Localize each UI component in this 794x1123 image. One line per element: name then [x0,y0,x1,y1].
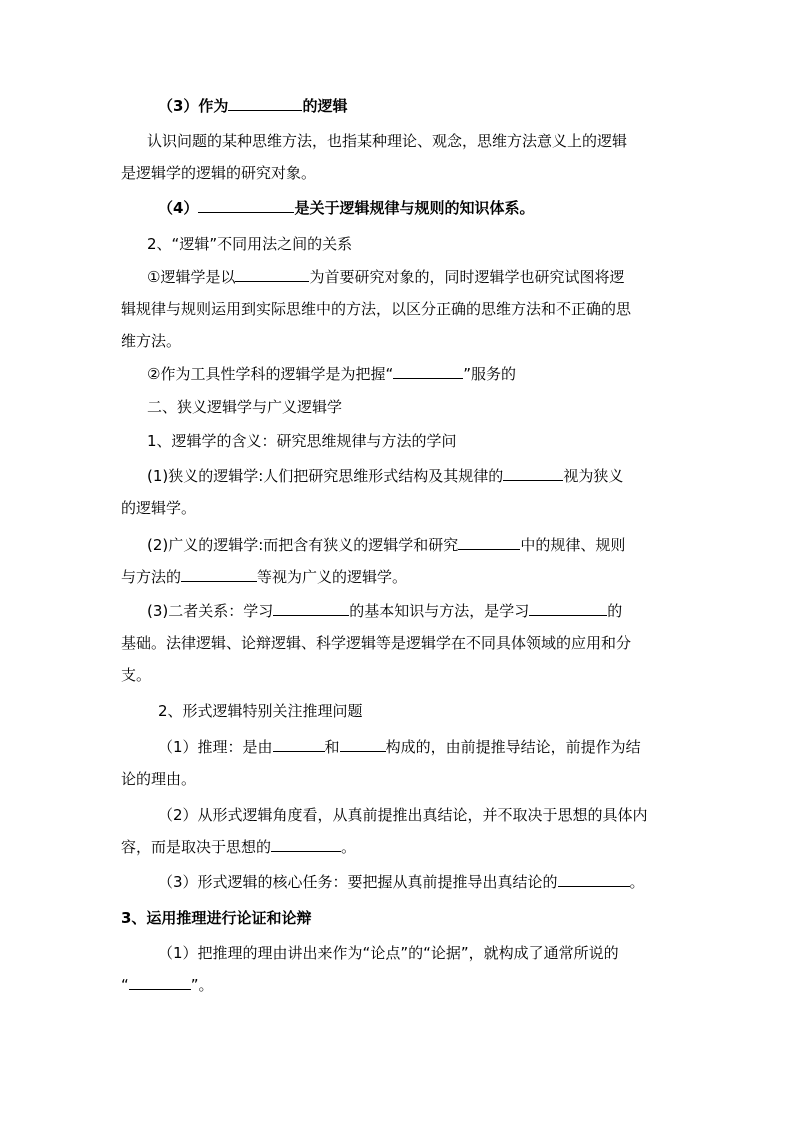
text-line [147,364,516,384]
text-segment: 基础。法律逻辑、论辩逻辑、科学逻辑等是逻辑学在不同具体领域的应用和分 [121,634,632,652]
text-segment: 是关于逻辑规律与规则的知识体系。 [294,199,535,217]
text-line [121,567,407,587]
fill-blank[interactable] [393,364,463,379]
fill-blank[interactable] [129,975,191,990]
text-segment: 2、“逻辑”不同用法之间的关系 [147,235,353,253]
text-line [147,131,627,151]
text-segment: （1）推理：是由 [158,738,273,756]
text-segment: (3)二者关系：学习 [147,602,274,620]
text-segment: 容，而是取决于思想的 [121,838,272,856]
text-segment: 构成的，由前提推导结论，前提作为结 [385,738,641,756]
text-segment: 。 [341,838,357,856]
text-line [121,331,181,351]
text-segment: 认识问题的某种思维方法，也指某种理论、观念，思维方法意义上的逻辑 [147,132,628,150]
text-segment: 和 [324,738,340,756]
text-line [158,805,648,825]
text-line [147,431,457,451]
text-line [147,535,625,555]
text-segment: 的 [607,602,623,620]
text-line [121,837,356,857]
fill-blank[interactable] [273,737,325,752]
text-segment: ②作为工具性学科的逻辑学是为把握“ [147,365,394,383]
text-segment: 的基本知识与方法，是学习 [349,602,530,620]
text-segment: 。 [629,873,645,891]
text-segment: 中的规律、规则 [520,536,626,554]
text-segment: 3、运用推理进行论证和论辩 [121,909,312,927]
text-line [158,198,534,218]
text-segment: ”服务的 [463,365,517,383]
text-line [121,665,151,685]
fill-blank[interactable] [529,601,607,616]
text-line [158,872,645,892]
text-segment: （1）把推理的理由讲出来作为“论点”的“论据”，就构成了通常所说的 [158,944,619,962]
fill-blank[interactable] [228,96,302,111]
text-line [121,975,214,995]
fill-blank[interactable] [271,837,341,852]
fill-blank[interactable] [235,267,309,282]
text-line [158,701,363,721]
text-segment: 的逻辑学。 [121,499,197,517]
text-segment: 视为狭义 [563,467,624,485]
fill-blank[interactable] [181,567,257,582]
fill-blank[interactable] [503,466,563,481]
fill-blank[interactable] [558,872,630,887]
fill-blank[interactable] [458,535,520,550]
text-segment: 2、形式逻辑特别关注推理问题 [158,702,363,720]
text-segment: 论的理由。 [121,770,197,788]
text-segment: （2）从形式逻辑角度看，从真前提推出真结论，并不取决于思想的具体内 [158,806,648,824]
text-segment: （3）作为 [158,97,229,115]
text-segment: 二、狭义逻辑学与广义逻辑学 [147,398,343,416]
text-line [121,498,196,518]
text-line [158,737,641,757]
text-segment: ①逻辑学是以 [147,268,236,286]
text-segment: （4） [158,199,199,217]
text-segment: (2)广义的逻辑学:而把含有狭义的逻辑学和研究 [147,536,459,554]
text-segment: 为首要研究对象的，同时逻辑学也研究试图将逻 [309,268,625,286]
text-line [121,769,196,789]
text-line [147,267,624,287]
text-line [158,96,347,116]
text-line [147,601,622,621]
fill-blank[interactable] [198,198,294,213]
text-segment: （3）形式逻辑的核心任务：要把握从真前提推导出真结论的 [158,873,558,891]
text-line [121,633,631,653]
text-segment: “ [121,976,129,994]
text-segment: 支。 [121,666,152,684]
text-segment: 1、逻辑学的含义：研究思维规律与方法的学问 [147,432,457,450]
text-line [121,908,311,928]
text-line [147,397,342,417]
fill-blank[interactable] [340,737,386,752]
fill-blank[interactable] [273,601,349,616]
text-segment: 是逻辑学的逻辑的研究对象。 [121,164,317,182]
text-line [121,299,631,319]
text-segment: 的逻辑 [302,97,348,115]
text-line [147,234,352,254]
text-segment: 与方法的 [121,568,182,586]
text-line [158,943,619,963]
text-line [121,163,316,183]
text-segment: 辑规律与规则运用到实际思维中的方法，以区分正确的思维方法和不正确的思 [121,300,632,318]
text-segment: ”。 [190,976,214,994]
text-segment: 等视为广义的逻辑学。 [257,568,408,586]
text-segment: 维方法。 [121,332,182,350]
text-line [147,466,623,486]
text-segment: (1)狭义的逻辑学:人们把研究思维形式结构及其规律的 [147,467,504,485]
